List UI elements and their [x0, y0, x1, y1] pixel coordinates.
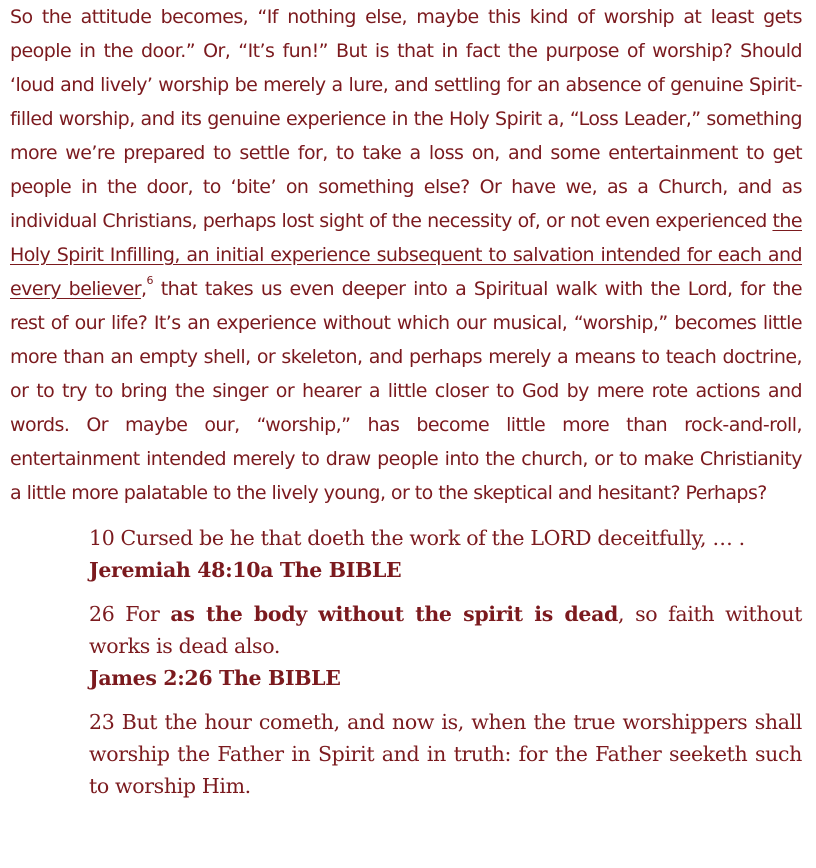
- document-page: [10, 0, 802, 802]
- quote-text-after: , so faith without works is dead also.: [89, 602, 803, 658]
- underlined-phrase: the Holy Spirit Infilling, an initial experience subsequent to salvation intended for each and every believer: [10, 210, 802, 300]
- quote-text: 23 But the hour cometh, and now is, when the true worshippers shall worship the Father in Spirit and in truth: for the Father seeketh such to worship Him.: [89, 710, 802, 798]
- quote-text: 10 Cursed be he that doeth the work of the LORD deceitfully, … .: [89, 526, 745, 550]
- quote-reference: Jeremiah 48:10a The BIBLE: [89, 558, 402, 582]
- footnote-marker[interactable]: 6: [146, 274, 153, 287]
- paragraph-text-1: So the attitude becomes, “If nothing else, maybe this kind of worship at least gets people in the door.” Or, “It’s fun!” But is that in fact the purpose of worship? Should ‘loud and lively’ worship be merely a lure, and settling for an absence of genuine Spirit-filled worship, and its genuine experience in the Holy Spirit a, “Loss Leader,” something more we’re prepared to settle for, to take a loss on, and some entertainment to get people in the door, to ‘bite’ on something else? Or have we, as a Church, and as individual Christians, perhaps lost sight of the necessity of, or not even experienced: [10, 6, 802, 232]
- scripture-quote-jeremiah: [89, 522, 802, 586]
- paragraph-comma: ,: [141, 278, 147, 300]
- paragraph-text-2: that takes us even deeper into a Spiritual walk with the Lord, for the rest of our life? It’s an experience without which our musical, “worship,” becomes little more than an empty shell, or skeleton, and perhaps merely a means to teach doctrine, or to try to bring the singer or hearer a little closer to God by mere rote actions and words. Or maybe our, “worship,” has become little more than rock-and-roll, entertainment intended merely to draw people into the church, or to make Christianity a little more palatable to the lively young, or to the skeptical and hesitant? Perhaps?: [10, 278, 802, 504]
- quote-reference: James 2:26 The BIBLE: [89, 666, 341, 690]
- scripture-quote-john: [89, 706, 802, 802]
- scripture-quote-james: [89, 598, 802, 694]
- quote-text: [89, 598, 802, 662]
- quote-text-bold: as the body without the spirit is dead: [170, 602, 619, 626]
- body-paragraph: [10, 0, 802, 510]
- quote-text-before: 26 For: [89, 602, 171, 626]
